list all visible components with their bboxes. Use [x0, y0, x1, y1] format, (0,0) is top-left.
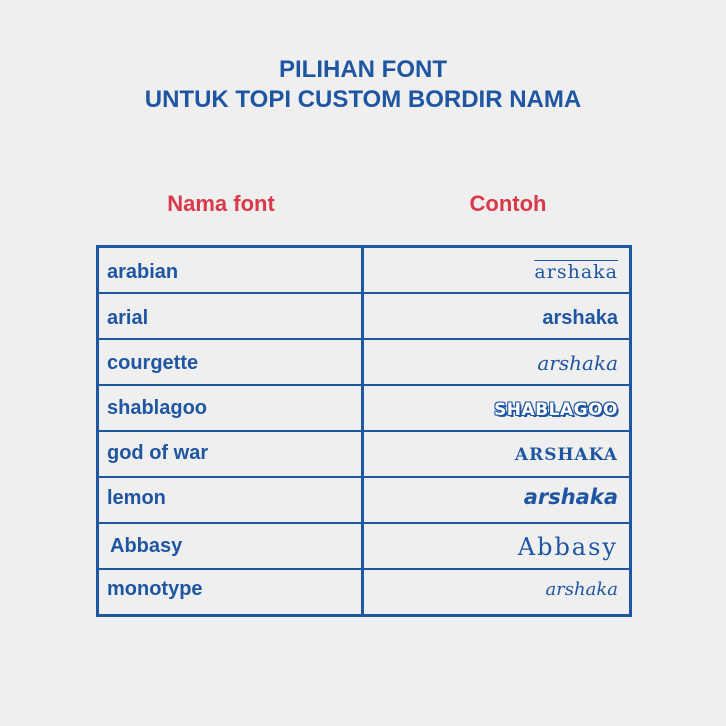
- font-sample-arial: arshaka: [542, 307, 618, 329]
- table-border-bottom: [96, 614, 632, 617]
- font-sample-god-of-war: ARSHAKA: [514, 445, 618, 465]
- font-name-lemon: lemon: [107, 487, 166, 509]
- font-name-arial: arial: [107, 307, 149, 329]
- font-name-courgette: courgette: [107, 352, 199, 374]
- font-name-monotype: monotype: [107, 578, 203, 600]
- font-sample-monotype: arshaka: [545, 579, 618, 600]
- font-sample-lemon: arshaka: [523, 485, 618, 509]
- font-sample-courgette: arshaka: [537, 351, 618, 375]
- font-name-shablagoo: shablagoo: [107, 397, 208, 419]
- column-header-sample: Contoh: [469, 191, 547, 216]
- page-subtitle: UNTUK TOPI CUSTOM BORDIR NAMA: [144, 86, 582, 113]
- font-name-god-of-war: god of war: [107, 442, 209, 464]
- font-sample-abbasy: Abbasy: [517, 533, 618, 561]
- font-sample-arabian: arshaka: [534, 261, 618, 283]
- font-sample-shablagoo: SHABLAGOO: [494, 400, 618, 420]
- font-name-abbasy: Abbasy: [110, 535, 183, 557]
- table-border-top: [96, 245, 632, 248]
- font-name-arabian: arabian: [107, 261, 179, 283]
- column-header-font-name: Nama font: [167, 191, 275, 216]
- page-title: PILIHAN FONT: [279, 56, 447, 83]
